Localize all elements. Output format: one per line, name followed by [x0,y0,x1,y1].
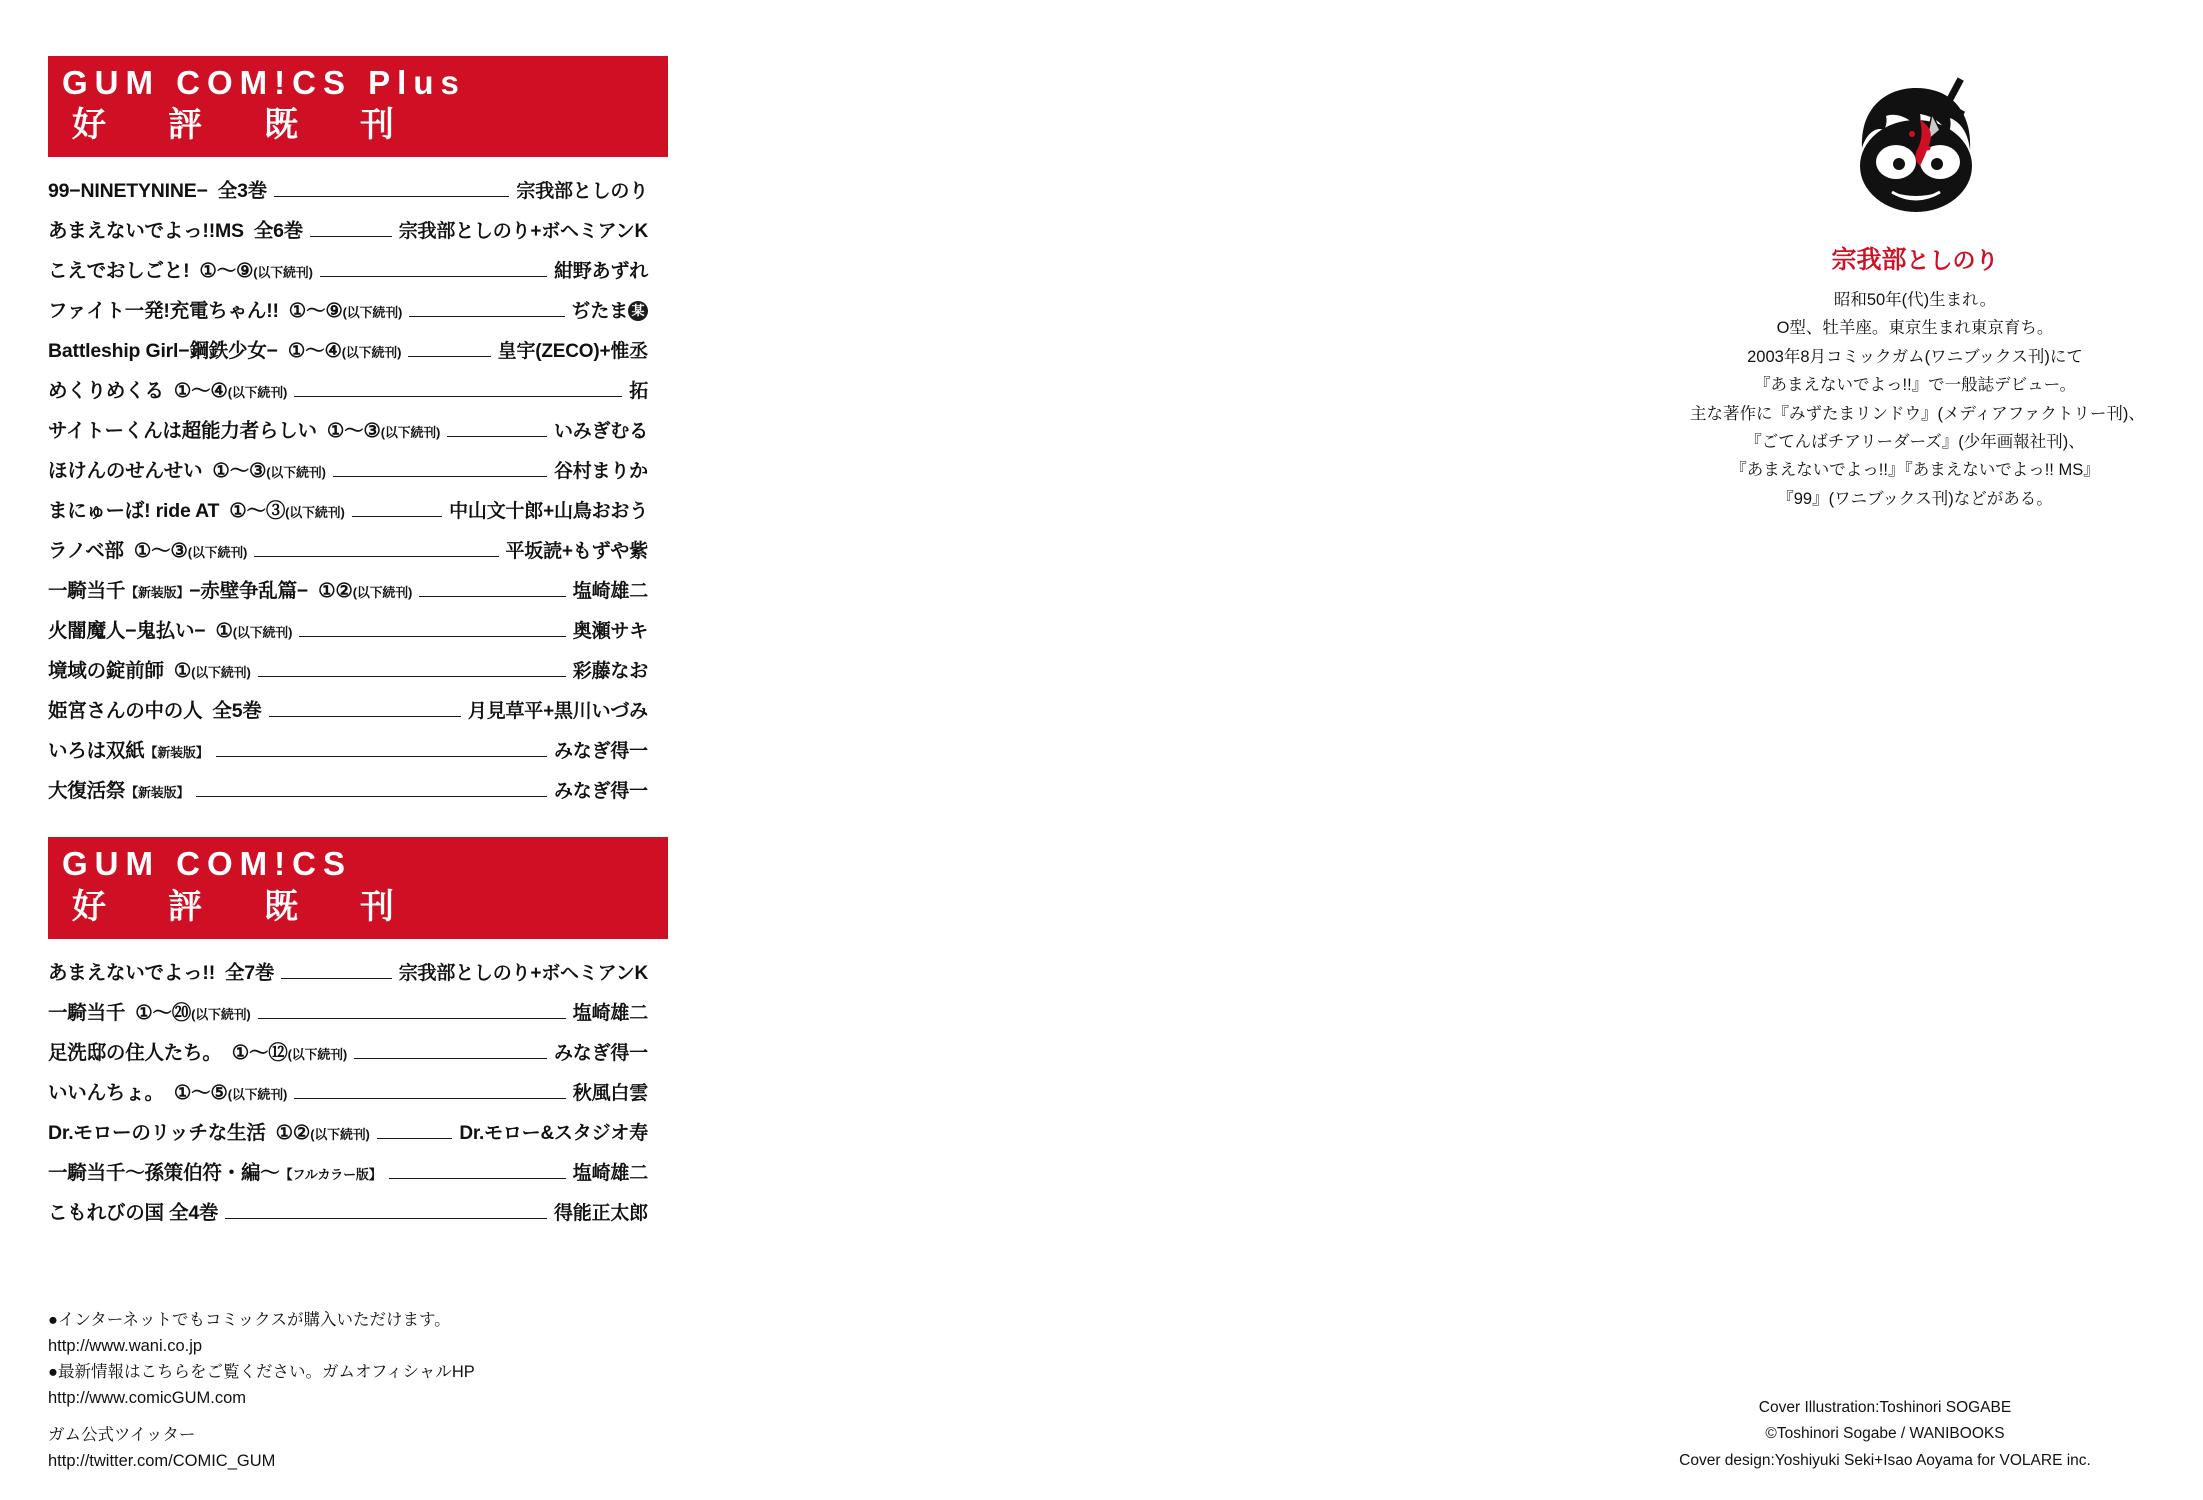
leader-rule [320,276,547,277]
leader-rule [389,1178,566,1179]
list-item[interactable] [48,375,648,403]
list-item[interactable] [48,455,648,483]
list-item[interactable] [48,775,648,803]
book-title: 一騎当千 ①〜⑳(以下続刊) [48,1001,251,1024]
book-title: こえでおしごと! ①〜⑨(以下続刊) [48,260,313,283]
list-item[interactable] [48,255,648,283]
leader-rule [333,476,547,477]
author-bio-line: O型、牡羊座。東京生まれ東京育ち。 [1776,319,2054,338]
book-title: まにゅーば! ride AT ①〜③(以下続刊) [48,500,345,523]
book-title: あまえないでよっ!! 全7巻 [48,961,275,984]
author-bio-line: 『99』(ワニブックス刊)などがある。 [1777,489,2053,508]
list-item[interactable] [48,295,648,323]
cover-credits [1630,1395,2140,1474]
book-author: みなぎ得一 [553,741,648,763]
book-author: 月見草平+黒川いづみ [467,701,648,723]
book-title: めくりめくる ①〜④(以下続刊) [48,380,288,403]
book-title: いいんちょ。 ①〜⑤(以下続刊) [48,1081,288,1104]
author-portrait-svg [1800,70,2030,230]
leader-rule [310,236,392,237]
leader-rule [354,1058,547,1059]
leader-rule [294,396,622,397]
list-item[interactable] [48,735,648,763]
leader-rule [419,596,566,597]
list-item[interactable] [48,1117,648,1145]
book-title: 一騎当千【新装版】−赤壁争乱篇− ①②(以下続刊) [48,580,413,603]
banner-gum-title: GUM COM!CS [62,845,352,883]
book-title: Dr.モローのリッチな生活 ①②(以下続刊) [48,1121,370,1144]
leader-rule [281,978,391,979]
list-item[interactable] [48,957,648,985]
book-title: 大復活祭【新装版】 [48,780,190,803]
list-item[interactable] [48,575,648,603]
leader-rule [269,716,461,717]
book-title: 99−NINETYNINE− 全3巻 [48,180,268,203]
leader-rule [258,1018,566,1019]
book-title: ファイト一発!充電ちゃん!! ①〜⑨(以下続刊) [48,300,403,323]
leader-rule [408,356,490,357]
list-item[interactable] [48,997,648,1025]
author-bio-line: 昭和50年(代)生まれ。 [1833,291,1997,309]
list-item[interactable] [48,535,648,563]
book-author: 谷村まりか [553,461,648,483]
book-author: 塩崎雄二 [572,1162,648,1184]
book-title: 姫宮さんの中の人 全5巻 [48,700,262,723]
leader-rule [274,196,509,197]
book-author: 塩崎雄二 [572,1002,648,1024]
author-bio-line: 『あまえないでよっ!!』で一般誌デビュー。 [1753,376,2076,395]
author-bio-line: 主な著作に『みずたまリンドウ』(メディアファクトリー刊)、 [1690,404,2145,423]
book-title: いろは双紙【新装版】 [48,740,209,763]
list-item[interactable] [48,495,648,523]
book-author: 紺野あずれ [553,261,648,283]
gum-comics-list [48,957,668,1225]
banner-gum-comics [48,837,668,938]
author-surname: 宗我部 [1831,246,1907,274]
book-author: 宗我部としのり [516,181,648,203]
book-author: 得能正太郎 [553,1202,648,1224]
credit-line: ©Toshinori Sogabe / WANIBOOKS [1765,1425,2005,1443]
author-given-name: としのり [1906,247,1999,273]
banner-gum-comics-plus [48,56,668,157]
author-biography [1690,286,2145,513]
book-author: 宗我部としのり+ボヘミアンK [398,962,648,984]
publication-list-column [48,56,668,1237]
book-title: 一騎当千〜孫策伯符・編〜【フルカラー版】 [48,1161,382,1184]
book-title: サイトーくんは超能力者らしい ①〜③(以下続刊) [48,420,441,443]
leader-rule [216,756,547,757]
footer-note-2: ●最新情報はこちらをご覧ください。ガムオフィシャルHP [48,1363,475,1382]
book-title: 足洗邸の住人たち。 ①〜⑫(以下続刊) [48,1041,348,1064]
list-item[interactable] [48,1157,648,1185]
footer-note-1: ●インターネットでもコミックスが購入いただけます。 [48,1311,451,1329]
author-bio-line: 2003年8月コミックガム(ワニブックス刊)にて [1747,347,2083,366]
footer-url-twitter[interactable]: http://twitter.com/COMIC_GUM [48,1452,276,1471]
book-author: 拓 [629,381,648,403]
book-title: 火闇魔人−鬼払い− ①(以下続刊) [48,620,293,643]
leader-rule [196,796,547,797]
leader-rule [258,676,566,677]
list-item[interactable] [48,655,648,683]
footer-url-wani[interactable]: http://www.wani.co.jp [48,1337,203,1356]
list-item[interactable] [48,1037,648,1065]
book-title: ほけんのせんせい ①〜③(以下続刊) [48,460,326,483]
book-author: 奥瀬サキ [572,621,648,643]
credit-line: Cover Illustration:Toshinori SOGABE [1758,1399,2012,1416]
book-author: 塩崎雄二 [572,581,648,603]
book-author: いみぎむる [553,421,648,443]
credit-line: Cover design:Yoshiyuki Seki+Isao Aoyama for VOLARE inc. [1679,1451,2091,1469]
book-title: あまえないでよっ!!MS 全6巻 [48,220,304,243]
book-author: 秋風白雲 [572,1082,648,1104]
leader-rule [352,516,443,517]
list-item[interactable] [48,1197,648,1225]
book-author: 彩藤なお [572,661,648,683]
book-title: Battleship Girl−鋼鉄少女− ①〜④(以下続刊) [48,340,402,363]
book-author: 皇宇(ZECO)+惟丞 [497,341,648,363]
leader-rule [254,556,498,557]
book-author: 平坂読+もずや紫 [505,541,648,563]
footer-notes [48,1307,475,1474]
book-title: 境域の錠前師 ①(以下続刊) [48,660,251,683]
author-name [1690,240,2140,276]
list-item[interactable] [48,415,648,443]
banner-plus-title: GUM COM!CS Plus [62,64,466,101]
list-item[interactable] [48,175,648,203]
list-item[interactable] [48,695,648,723]
author-profile-column [1690,70,2145,513]
footer-note-3: ガム公式ツイッター [48,1426,196,1445]
book-author: みなぎ得一 [553,1042,648,1064]
gum-comics-plus-list [48,175,668,803]
list-item[interactable] [48,1077,648,1105]
book-author: Dr.モロー&スタジオ寿 [459,1122,648,1144]
book-title: ラノベ部 ①〜③(以下続刊) [48,540,248,563]
banner-gum-subtitle: 好評既刊 [72,887,456,926]
author-bio-line: 『ごてんばチアリーダーズ』(少年画報社刊)、 [1745,432,2085,451]
list-item[interactable] [48,215,648,243]
leader-rule [225,1218,547,1219]
author-bio-line: 『あまえないでよっ!!』『あまえないでよっ!! MS』 [1730,461,2100,480]
leader-rule [294,1098,566,1099]
book-author: ぢたま 某 [572,296,648,323]
leader-rule [377,1138,453,1139]
book-author: 中山文十郎+山鳥おおう [449,501,648,523]
book-title: こもれびの国 全4巻 [48,1201,219,1224]
book-author: 宗我部としのり+ボヘミアンK [398,221,648,243]
list-item[interactable] [48,615,648,643]
book-author: みなぎ得一 [553,781,648,803]
banner-plus-subtitle: 好評既刊 [72,106,456,145]
leader-rule [447,436,547,437]
leader-rule [409,316,564,317]
leader-rule [299,636,566,637]
author-portrait-illustration [1800,70,2030,230]
footer-url-comicgum[interactable]: http://www.comicGUM.com [48,1389,247,1408]
list-item[interactable] [48,335,648,363]
